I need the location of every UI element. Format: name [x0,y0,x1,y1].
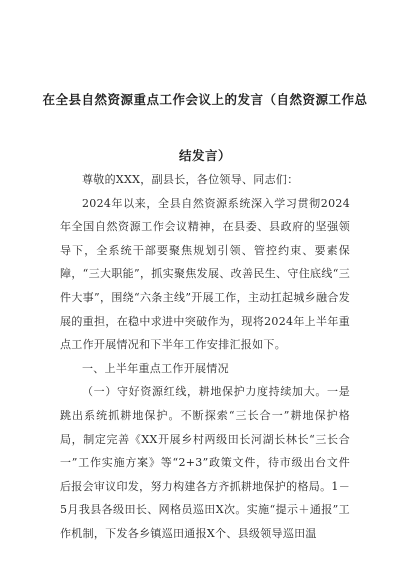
section-heading: 一、上半年重点工作开展情况 [82,361,229,375]
title-line-1: 在全县自然资源重点工作会议上的发言（自然资源工作总 [42,92,368,107]
document-body [60,168,350,546]
salutation: 尊敬的XXX，副县长，各位领导、同志们： [82,173,299,186]
title-line-2: 结发言） [178,148,231,163]
paragraph-intro: 2024年以来，全县自然资源系统深入学习贯彻2024年全国自然资源工作会议精神，在县委、县政府的坚强领导下，全系统干部要聚焦规划引领、管控约束、要素保障，“三大职能”，抓实聚焦发展、改善民生、守住底线“三件大事”，围绕“六条主线”开展工作，主动扛起城乡融合发展的重担，在稳中求进中突破作为，现将2024年上半年重点工作开展情况和下半年工作安排汇报如下。 [60,196,350,352]
paragraph-farmland: （一）守好资源红线，耕地保护力度持续加大。一是跳出系统抓耕地保护。不断探索“三长合一”耕地保护格局，制定完善《XX开展乡村两级田长河湖长林长“三长合一”工作实施方案》等“2+3”政策文件，待市级出台文件后报会审议印发，努力构建各方齐抓耕地保护的格局。1－5月我县各级田长、网格员巡田X次。实施“提示＋通报”工作机制，下发各乡镇巡田通报X个、县级领导巡田温 [60,385,350,540]
